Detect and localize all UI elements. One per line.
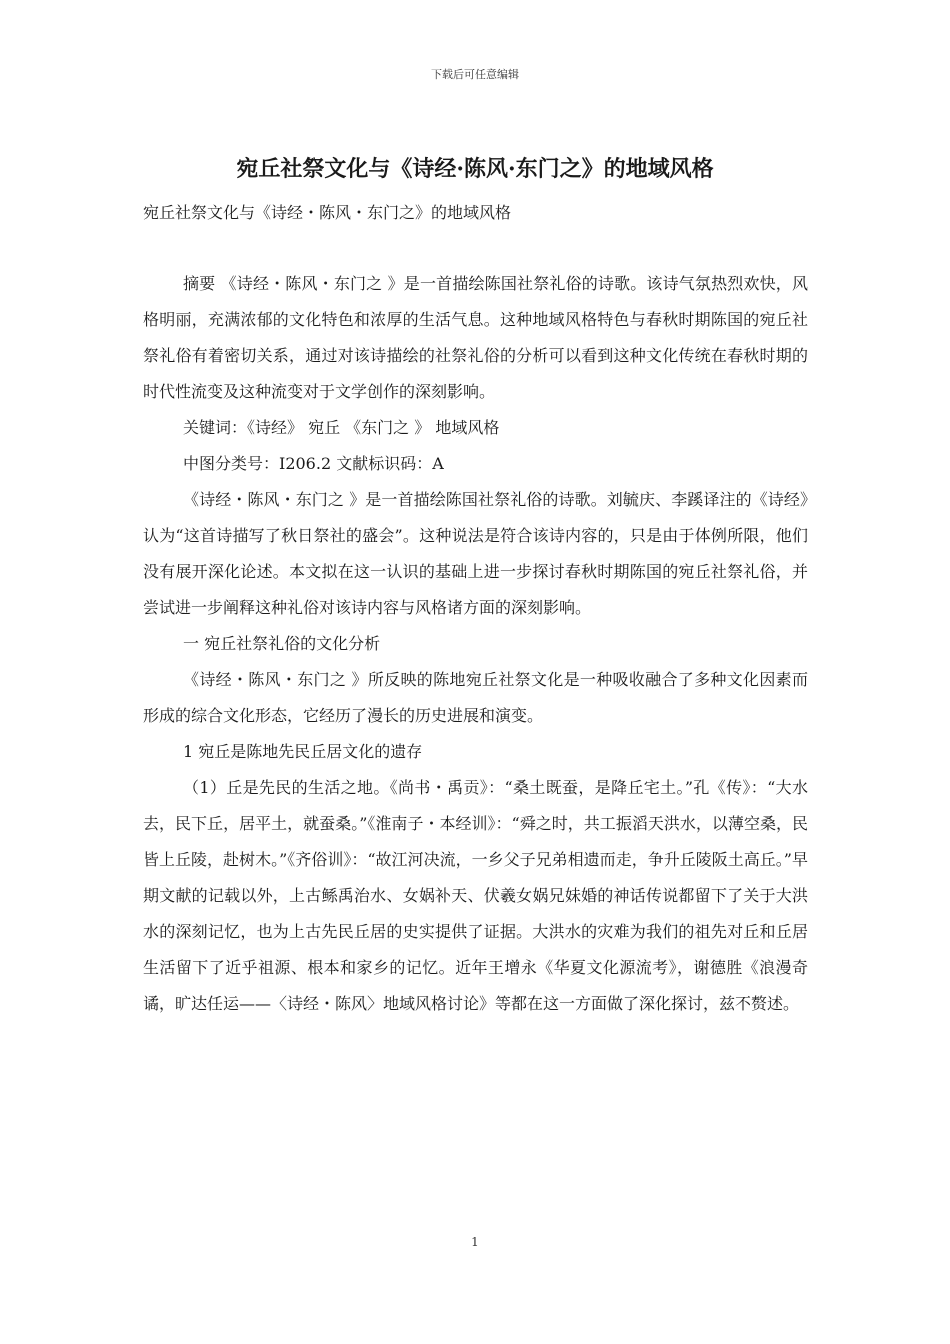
page-number: 1 — [471, 1235, 479, 1249]
document-title: 宛丘社祭文化与《诗经·陈风·东门之》的地域风格 — [236, 156, 714, 182]
document-subtitle: 宛丘社祭文化与《诗经・陈风・东门之》的地域风格 — [143, 203, 512, 222]
abstract-paragraph: 摘要 《诗经・陈风・东门之 》是一首描绘陈国社祭礼俗的诗歌。该诗气氛热烈欢快，风格明丽，充满浓郁的文化特色和浓厚的生活气息。这种地域风格特色与春秋时期陈国的宛丘社祭礼俗有着密切关系，通过对该诗描绘的社祭礼俗的分析可以看到这种文化传统在春秋时期的时代性流变及这种流变对于文学创作的深刻影响。 — [143, 274, 808, 401]
body-paragraph: 《诗经・陈风・东门之 》所反映的陈地宛丘社祭文化是一种吸收融合了多种文化因素而形成的综合文化形态，它经历了漫长的历史进展和演变。 — [143, 670, 808, 725]
classification-line: 中图分类号：I206.2 文献标识码：A — [183, 454, 444, 473]
keywords-line: 关键词：《诗经》 宛丘 《东门之 》 地域风格 — [183, 418, 500, 437]
intro-paragraph: 《诗经・陈风・东门之 》是一首描绘陈国社祭礼俗的诗歌。刘毓庆、李蹊译注的《诗经》认为“这首诗描写了秋日祭社的盛会”。这种说法是符合该诗内容的，只是由于体例所限，他们没有展开深化论述。本文拟在这一认识的基础上进一步探讨春秋时期陈国的宛丘社祭礼俗，并尝试进一步阐释这种礼俗对该诗内容与风格诸方面的深刻影响。 — [143, 490, 808, 617]
subsection-heading-1: 1 宛丘是陈地先民丘居文化的遗存 — [183, 742, 423, 761]
document-body — [143, 266, 808, 1022]
section-heading-1: 一 宛丘社祭礼俗的文化分析 — [183, 634, 381, 653]
header-note: 下载后可任意编辑 — [431, 68, 519, 81]
body-paragraph: （1）丘是先民的生活之地。《尚书・禹贡》：“桑土既蚕，是降丘宅土。”孔《传》：“大水去，民下丘，居平土，就蚕桑。”《淮南子・本经训》：“舜之时，共工振滔天洪水，以薄空桑，民皆上丘陵，赴树木。”《齐俗训》：“故江河决流，一乡父子兄弟相遗而走，争升丘陵阪土高丘。”早期文献的记载以外，上古鲧禹治水、女娲补天、伏羲女娲兄妹婚的神话传说都留下了关于大洪水的深刻记忆，也为上古先民丘居的史实提供了证据。大洪水的灾难为我们的祖先对丘和丘居生活留下了近乎祖源、根本和家乡的记忆。近年王增永《华夏文化源流考》，谢德胜《浪漫奇谲，旷达任运——〈诗经・陈风〉地域风格讨论》等都在这一方面做了深化探讨，兹不赘述。 — [143, 778, 808, 1013]
